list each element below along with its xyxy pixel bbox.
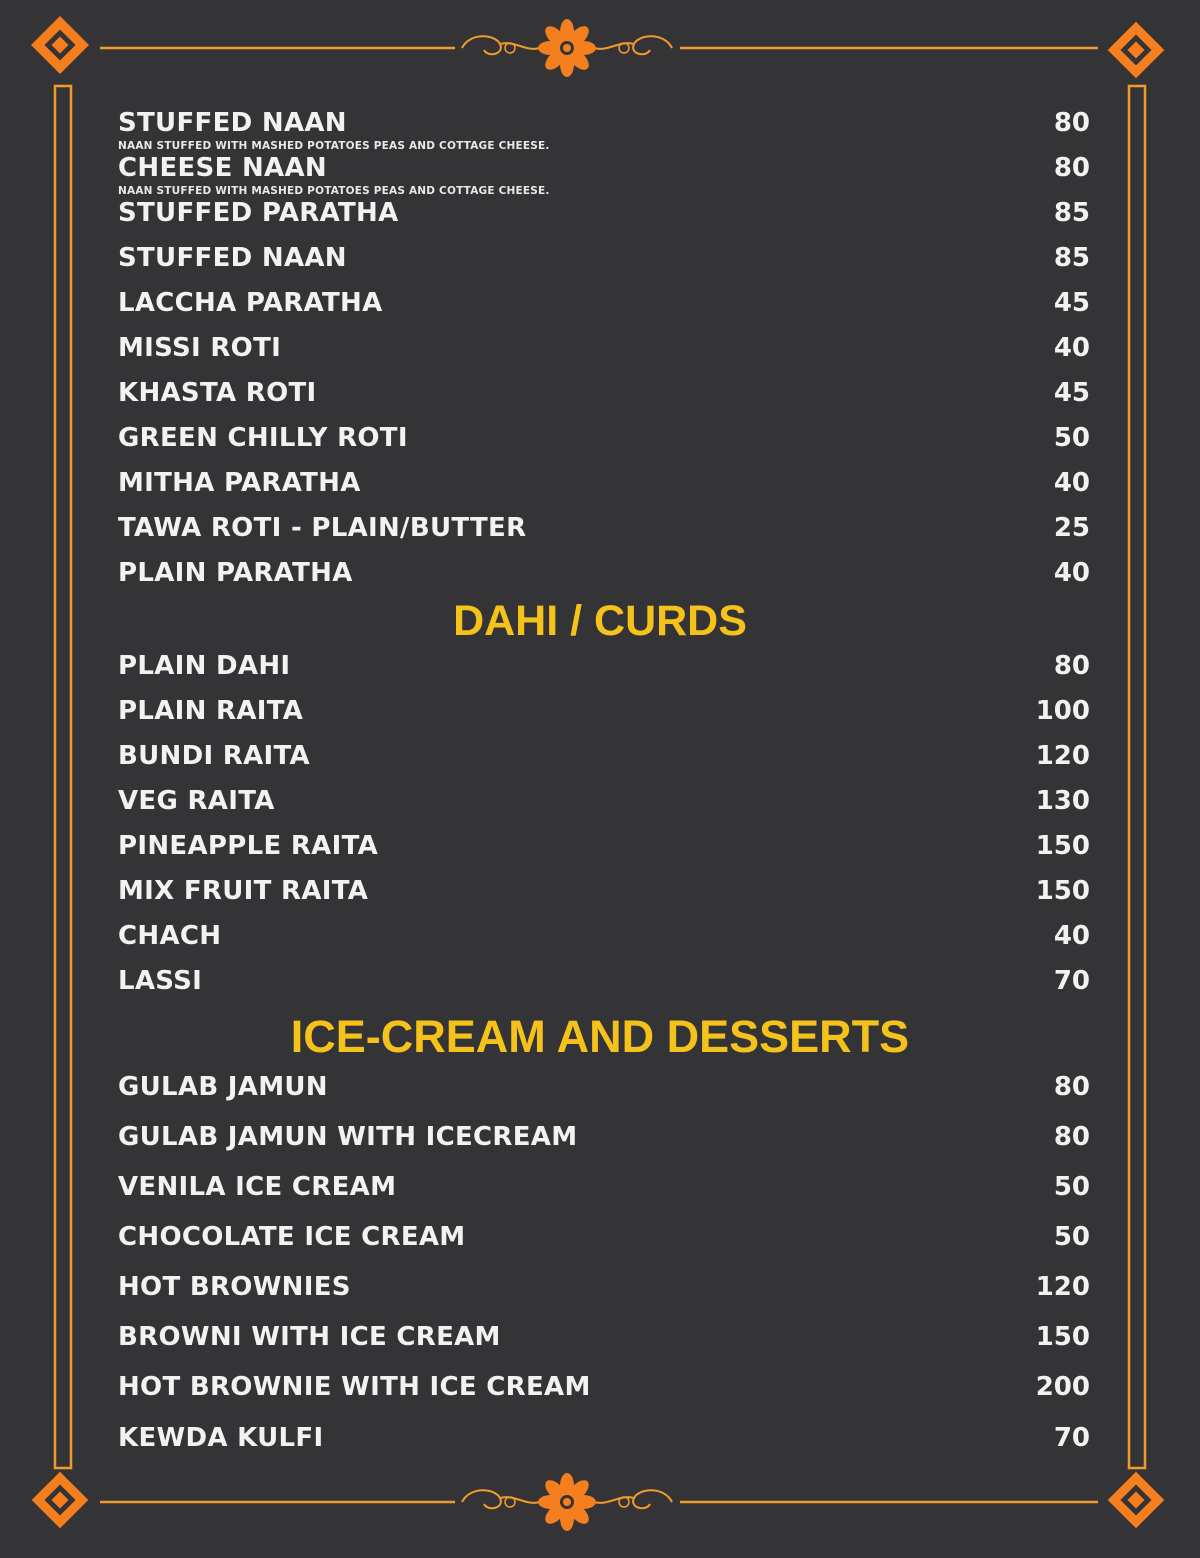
menu-item — [118, 831, 1090, 861]
menu-item — [118, 1372, 1090, 1402]
item-price: 120 — [1035, 1272, 1090, 1302]
menu-item — [118, 423, 1090, 453]
item-price: 70 — [1053, 1423, 1090, 1453]
item-name: PLAIN RAITA — [118, 696, 304, 726]
menu-item — [118, 108, 1090, 138]
item-price: 200 — [1035, 1372, 1090, 1402]
menu-item — [118, 1222, 1090, 1252]
menu-item — [118, 333, 1090, 363]
item-name: VEG RAITA — [118, 786, 275, 816]
item-name: HOT BROWNIE WITH ICE CREAM — [118, 1372, 591, 1402]
item-price: 150 — [1035, 831, 1090, 861]
menu-item — [118, 876, 1090, 906]
item-description: NAAN STUFFED WITH MASHED POTATOES PEAS AND COTTAGE CHEESE. — [118, 140, 550, 152]
item-price: 120 — [1035, 741, 1090, 771]
menu-item — [118, 1272, 1090, 1302]
menu-item — [118, 786, 1090, 816]
item-name: KEWDA KULFI — [118, 1423, 324, 1453]
item-name: TAWA ROTI - PLAIN/BUTTER — [118, 513, 527, 543]
item-price: 45 — [1053, 378, 1090, 408]
menu-item — [118, 1122, 1090, 1152]
item-name: MISSI ROTI — [118, 333, 282, 363]
menu-item — [118, 1423, 1090, 1453]
item-price: 40 — [1053, 921, 1090, 951]
item-price: 80 — [1053, 108, 1090, 138]
item-name: BUNDI RAITA — [118, 741, 310, 771]
item-price: 45 — [1053, 288, 1090, 318]
item-price: 50 — [1053, 1172, 1090, 1202]
item-name: GULAB JAMUN WITH ICECREAM — [118, 1122, 578, 1152]
item-price: 130 — [1035, 786, 1090, 816]
menu-item — [118, 966, 1090, 996]
item-price: 50 — [1053, 1222, 1090, 1252]
item-name: MIX FRUIT RAITA — [118, 876, 369, 906]
menu-item — [118, 198, 1090, 228]
item-name: PLAIN PARATHA — [118, 558, 353, 588]
menu-item — [118, 378, 1090, 408]
menu-item — [118, 558, 1090, 588]
item-price: 40 — [1053, 558, 1090, 588]
menu-item — [118, 243, 1090, 273]
menu-item — [118, 153, 1090, 183]
menu-item — [118, 513, 1090, 543]
item-price: 80 — [1053, 1122, 1090, 1152]
menu-item — [118, 1322, 1090, 1352]
menu-item — [118, 288, 1090, 318]
item-price: 85 — [1053, 243, 1090, 273]
item-name: HOT BROWNIES — [118, 1272, 351, 1302]
menu-item — [118, 696, 1090, 726]
item-price: 40 — [1053, 468, 1090, 498]
item-name: LACCHA PARATHA — [118, 288, 383, 318]
menu-item — [118, 468, 1090, 498]
item-name: STUFFED NAAN — [118, 243, 347, 273]
item-name: MITHA PARATHA — [118, 468, 361, 498]
menu-item — [118, 1172, 1090, 1202]
item-price: 85 — [1053, 198, 1090, 228]
item-name: VENILA ICE CREAM — [118, 1172, 397, 1202]
item-price: 150 — [1035, 1322, 1090, 1352]
menu-item — [118, 921, 1090, 951]
item-price: 80 — [1053, 1072, 1090, 1102]
item-name: PINEAPPLE RAITA — [118, 831, 379, 861]
item-name: STUFFED PARATHA — [118, 198, 399, 228]
item-name: CHOCOLATE ICE CREAM — [118, 1222, 466, 1252]
item-price: 150 — [1035, 876, 1090, 906]
menu-item — [118, 1072, 1090, 1102]
section-heading: ICE-CREAM AND DESSERTS — [290, 1011, 910, 1062]
item-description: NAAN STUFFED WITH MASHED POTATOES PEAS AND COTTAGE CHEESE. — [118, 185, 550, 197]
item-name: PLAIN DAHI — [118, 651, 291, 681]
item-price: 100 — [1035, 696, 1090, 726]
item-price: 40 — [1053, 333, 1090, 363]
item-name: CHACH — [118, 921, 222, 951]
menu-item — [118, 651, 1090, 681]
item-price: 50 — [1053, 423, 1090, 453]
section-heading: DAHI / CURDS — [453, 597, 747, 645]
item-price: 80 — [1053, 153, 1090, 183]
item-name: GULAB JAMUN — [118, 1072, 328, 1102]
item-name: GREEN CHILLY ROTI — [118, 423, 408, 453]
item-name: BROWNI WITH ICE CREAM — [118, 1322, 501, 1352]
item-price: 25 — [1053, 513, 1090, 543]
item-name: STUFFED NAAN — [118, 108, 347, 138]
item-price: 80 — [1053, 651, 1090, 681]
item-price: 70 — [1053, 966, 1090, 996]
item-name: KHASTA ROTI — [118, 378, 317, 408]
item-name: LASSI — [118, 966, 203, 996]
item-name: CHEESE NAAN — [118, 153, 327, 183]
menu-item — [118, 741, 1090, 771]
